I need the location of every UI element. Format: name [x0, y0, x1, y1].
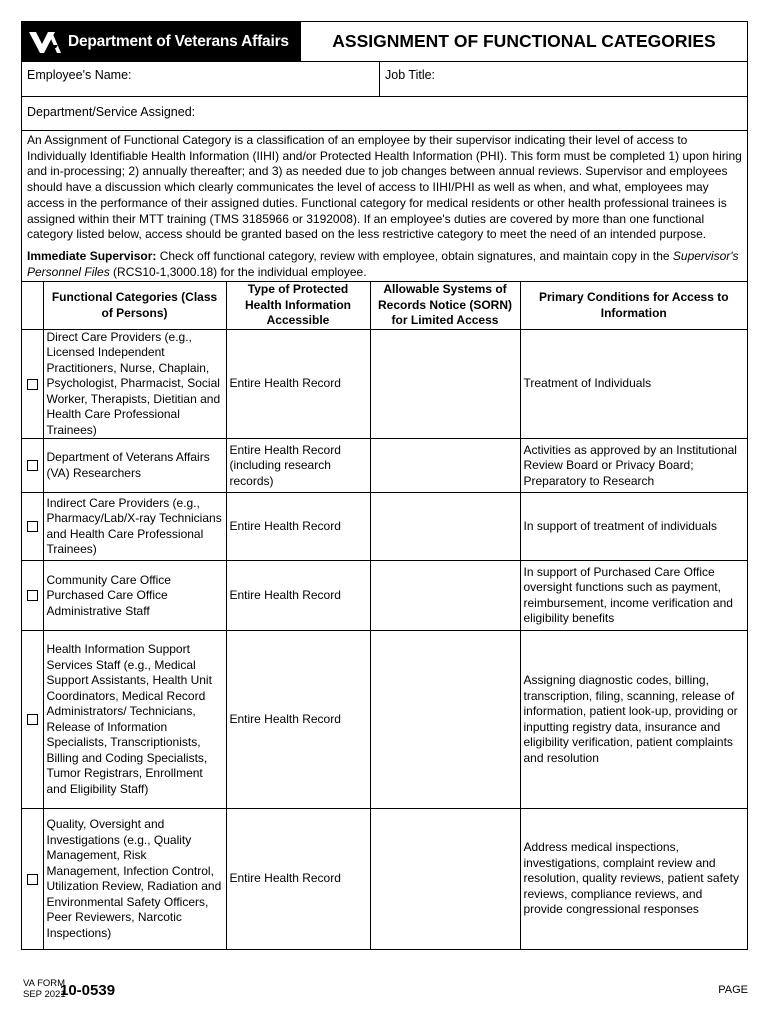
conditions-cell: Assigning diagnostic codes, billing, transcription, filing, scanning, release of information, patient look-up, providing or inputting registry data, insurance and eligibility verification, patient complaints and resolution: [520, 631, 747, 809]
department-name: Department of Veterans Affairs: [68, 32, 289, 50]
instructions-text-1: Check off functional category, review with employee, obtain signatures, and maintain copy in the: [156, 248, 673, 263]
category-cell: Indirect Care Providers (e.g., Pharmacy/Lab/X-ray Technicians and Health Care Professional Trainees): [43, 493, 226, 561]
conditions-cell: Activities as approved by an Institutional Review Board or Privacy Board; Preparatory to Research: [520, 439, 747, 493]
instructions-label: Immediate Supervisor:: [27, 248, 157, 263]
phi-cell: Entire Health Record: [226, 631, 370, 809]
supervisor-instructions: [22, 243, 747, 280]
category-checkbox[interactable]: [27, 521, 38, 532]
va-logo-icon: [28, 29, 62, 55]
phi-cell: Entire Health Record: [226, 809, 370, 949]
phi-cell: Entire Health Record: [226, 493, 370, 561]
assignment-form: [21, 21, 748, 950]
header-phi: Type of Protected Health Information Accessible: [226, 282, 370, 330]
sorn-cell: [370, 809, 520, 949]
employee-name-field[interactable]: Employee's Name:: [22, 62, 380, 96]
table-row: [22, 561, 747, 631]
instructions-text-2: (RCS10-1,3000.18) for the individual employee.: [109, 264, 367, 279]
phi-cell: Entire Health Record: [226, 561, 370, 631]
category-checkbox[interactable]: [27, 379, 38, 390]
conditions-cell: Treatment of Individuals: [520, 329, 747, 439]
category-checkbox[interactable]: [27, 714, 38, 725]
header-checkbox-col: [22, 282, 43, 330]
table-row: [22, 439, 747, 493]
header-conditions: Primary Conditions for Access to Information: [520, 282, 747, 330]
form-footer: [23, 976, 750, 1006]
category-checkbox[interactable]: [27, 874, 38, 885]
table-row: [22, 809, 747, 949]
phi-cell: Entire Health Record (including research records): [226, 439, 370, 493]
sorn-cell: [370, 439, 520, 493]
job-title-field[interactable]: Job Title:: [385, 68, 436, 82]
instructions-italic: Supervisor's Personnel Files: [27, 248, 739, 279]
category-checkbox[interactable]: [27, 590, 38, 601]
table-row: [22, 493, 747, 561]
table-row: [22, 631, 747, 809]
employee-fields-row: [22, 62, 747, 97]
table-row: [22, 329, 747, 439]
form-title: ASSIGNMENT OF FUNCTIONAL CATEGORIES: [332, 31, 716, 51]
form-header: [22, 22, 747, 62]
va-banner: [22, 22, 301, 61]
category-cell: Department of Veterans Affairs (VA) Researchers: [43, 439, 226, 493]
conditions-cell: In support of Purchased Care Office oversight functions such as payment, reimbursement, income verification and eligibility benefits: [520, 561, 747, 631]
functional-categories-table: [22, 281, 747, 949]
form-number: 10-0539: [60, 982, 116, 999]
sorn-cell: [370, 631, 520, 809]
intro-paragraph: An Assignment of Functional Category is a classification of an employee by their supervisor indicating their level of access to Individually Identifiable Health Information (IIHI) and/or Protected Health Information (PHI). This form must be completed 1) upon hiring and in-processing; 2) annually thereafter; and 3) as needed due to job changes between annual reviews. Supervisor and employees should have a discussion which clearly communicates the level of access to IIHI/PHI as well as when, and what, employees may access in the performance of their assigned duties. Functional category for medical residents or other health professional trainees is assigned within their MTT training (TMS 3185966 or 3192008). If an employee's duties are covered by more than one functional category listed below, access should be granted based on the less restrictive category to meet the need of an intended purpose.: [27, 133, 742, 242]
table-header-row: [22, 282, 747, 330]
page-label: PAGE: [718, 984, 748, 996]
category-cell: Quality, Oversight and Investigations (e.g., Quality Management, Risk Management, Infection Control, Utilization Review, Radiation and Environmental Safety Officers, Peer Reviewers, Narcotic Inspections): [43, 809, 226, 949]
conditions-cell: Address medical inspections, investigations, complaint review and resolution, quality reviews, patient safety reviews, compliance reviews, and provide congressional responses: [520, 809, 747, 949]
header-category: Functional Categories (Class of Persons): [43, 282, 226, 330]
form-date: SEP 2021: [23, 989, 66, 1000]
category-checkbox[interactable]: [27, 460, 38, 471]
header-sorn: Allowable Systems of Records Notice (SORN) for Limited Access: [370, 282, 520, 330]
conditions-cell: In support of treatment of individuals: [520, 493, 747, 561]
form-label: VA FORM: [23, 978, 66, 989]
category-cell: Community Care Office Purchased Care Office Administrative Staff: [43, 561, 226, 631]
sorn-cell: [370, 329, 520, 439]
category-cell: Health Information Support Services Staff (e.g., Medical Support Assistants, Health Unit Coordinators, Medical Record Administrators/ Technicians, Release of Information Specialists, Transcriptionists, Billing and Coding Specialists, Tumor Registrars, Enrollment and Eligibility Staff): [43, 631, 226, 809]
category-cell: Direct Care Providers (e.g., Licensed Independent Practitioners, Nurse, Chaplain, Psychologist, Pharmacist, Social Worker, Therapists, Dietitian and Health Care Professional Trainees): [43, 329, 226, 439]
sorn-cell: [370, 493, 520, 561]
sorn-cell: [370, 561, 520, 631]
phi-cell: Entire Health Record: [226, 329, 370, 439]
department-assigned-field[interactable]: Department/Service Assigned:: [22, 97, 747, 131]
